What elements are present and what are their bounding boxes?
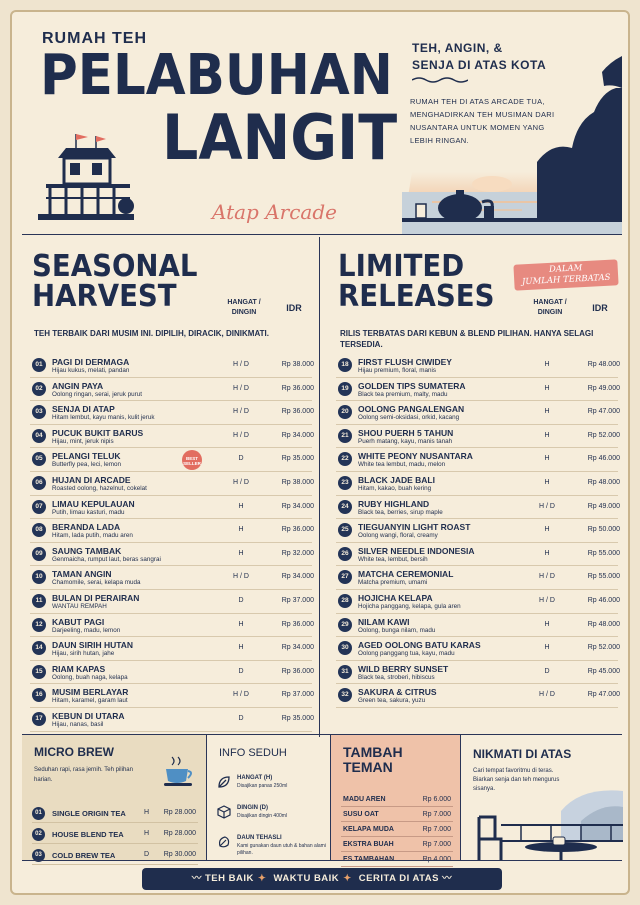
item-name: PUCUK BUKIT BARUS bbox=[52, 427, 144, 438]
item-price: Rp 48.000 bbox=[587, 478, 620, 486]
tambah-teman-panel bbox=[330, 735, 460, 861]
addon-row bbox=[341, 793, 453, 807]
item-desc: Butterfly pea, leci, lemon bbox=[52, 461, 121, 469]
item-name: WHITE PEONY NUSANTARA bbox=[358, 451, 473, 462]
item-price: Rp 34.000 bbox=[281, 502, 314, 510]
item-name: KEBUN DI UTARA bbox=[52, 710, 125, 721]
item-name: BULAN DI PERAIRAN bbox=[52, 592, 140, 603]
micro-title: MICRO BREW bbox=[34, 745, 114, 759]
item-number: 16 bbox=[32, 688, 46, 702]
item-name: HOJICHA KELAPA bbox=[358, 592, 433, 603]
nikmati-panel bbox=[460, 735, 622, 861]
limited-list bbox=[336, 354, 618, 708]
item-desc: Black tea premium, malty, madu bbox=[358, 390, 448, 398]
item-price: Rp 34.000 bbox=[281, 644, 314, 652]
item-name: OOLONG PANGALENGAN bbox=[358, 404, 465, 415]
item-desc: White tea, lembut, bersih bbox=[358, 555, 428, 563]
menu-row bbox=[336, 472, 618, 496]
item-hot-cold: D bbox=[144, 851, 150, 858]
item-desc: Oolong semi-oksidasi, orkid, kacang bbox=[358, 414, 460, 422]
addon-name: MADU AREN bbox=[343, 796, 386, 803]
item-name: GOLDEN TIPS SUMATERA bbox=[358, 380, 466, 391]
item-desc: Hijau, nanas, basil bbox=[52, 720, 104, 728]
item-hot-cold: H bbox=[544, 620, 550, 628]
item-hot-cold: H bbox=[544, 431, 550, 439]
item-number: 02 bbox=[32, 828, 45, 841]
item-name: SILVER NEEDLE INDONESIA bbox=[358, 545, 475, 556]
item-price: Rp 37.000 bbox=[281, 596, 314, 604]
item-number: 03 bbox=[32, 849, 45, 862]
intro-text: RUMAH TEH DI ATAS ARCADE TUA, MENGHADIRKAN TEH MUSIMAN DARI NUSANTARA UNTUK MOMEN YANG LEBIH RINGAN. bbox=[410, 97, 555, 145]
menu-row bbox=[30, 566, 312, 590]
item-price: Rp 47.000 bbox=[587, 691, 620, 699]
item-number: 01 bbox=[32, 358, 46, 372]
menu-row bbox=[336, 614, 618, 638]
item-desc: Matcha premium, umami bbox=[358, 579, 428, 587]
best-seller-badge: BEST SELLER bbox=[182, 450, 202, 470]
item-number: 22 bbox=[338, 452, 352, 466]
item-desc: Darjeeling, madu, lemon bbox=[52, 626, 121, 634]
item-name: WILD BERRY SUNSET bbox=[358, 663, 449, 674]
item-hot-cold: H bbox=[544, 478, 550, 486]
tagline: TEH, ANGIN, & SENJA DI ATAS KOTA bbox=[412, 41, 547, 72]
item-hot-cold: H / D bbox=[539, 573, 555, 581]
item-number: 31 bbox=[338, 665, 352, 679]
item-number: 03 bbox=[32, 405, 46, 419]
item-desc: Hitam, karamel, garam laut bbox=[52, 697, 128, 705]
item-desc: Hijau, sirih hutan, jahe bbox=[52, 650, 115, 658]
menu-row bbox=[30, 614, 312, 638]
addon-row bbox=[341, 823, 453, 837]
item-hot-cold: H / D bbox=[233, 408, 249, 416]
item-name: SENJA DI ATAP bbox=[52, 404, 115, 415]
item-hot-cold: H / D bbox=[539, 691, 555, 699]
item-desc: Genmaicha, rumput laut, beras sangrai bbox=[52, 555, 161, 563]
nikmati-desc: Cari tempat favoritmu di teras. Biarkan senja dan teh mengurus sisanya. bbox=[473, 768, 560, 792]
item-price: Rp 36.000 bbox=[281, 526, 314, 534]
item-desc: White tea lembut, madu, melon bbox=[358, 461, 446, 469]
item-name: LIMAU KEPULAUAN bbox=[52, 498, 135, 509]
item-price: Rp 35.000 bbox=[281, 714, 314, 722]
footer-star-icon: ✦ bbox=[257, 873, 267, 884]
item-name: SAUNG TAMBAK bbox=[52, 545, 122, 556]
item-price: Rp 37.000 bbox=[281, 691, 314, 699]
addon-row bbox=[341, 838, 453, 852]
item-price: Rp 49.000 bbox=[587, 502, 620, 510]
item-desc: Hojicha panggang, kelapa, gula aren bbox=[358, 602, 461, 610]
item-name: BERANDA LADA bbox=[52, 522, 121, 533]
item-name: SINGLE ORIGIN TEA bbox=[52, 809, 126, 818]
menu-row bbox=[336, 448, 618, 472]
item-number: 27 bbox=[338, 570, 352, 584]
micro-desc: Seduhan rapi, rasa jernih. Teh pilihan harian. bbox=[34, 767, 133, 783]
menu-page bbox=[10, 10, 630, 895]
item-desc: Hitam, lada putih, madu aren bbox=[52, 532, 133, 540]
menu-row bbox=[30, 496, 312, 520]
addon-price: Rp 7.000 bbox=[422, 826, 451, 833]
item-price: Rp 52.000 bbox=[587, 431, 620, 439]
menu-row bbox=[30, 354, 312, 378]
addon-row bbox=[341, 808, 453, 822]
item-hot-cold: H bbox=[238, 644, 244, 652]
item-number: 28 bbox=[338, 594, 352, 608]
item-name: FIRST FLUSH CIWIDEY bbox=[358, 357, 452, 367]
item-hot-cold: H bbox=[544, 384, 550, 392]
item-number: 02 bbox=[32, 382, 46, 396]
item-name: BLACK JADE BALI bbox=[358, 474, 435, 485]
item-price: Rp 45.000 bbox=[587, 667, 620, 675]
menu-row bbox=[336, 661, 618, 685]
item-hot-cold: D bbox=[238, 455, 244, 463]
micro-row bbox=[32, 826, 198, 844]
info-title: INFO SEDUH bbox=[219, 747, 287, 759]
item-price: Rp 49.000 bbox=[587, 384, 620, 392]
col-header-hd: HANGAT / DINGIN bbox=[533, 299, 567, 316]
item-hot-cold: D bbox=[544, 667, 550, 675]
menu-row bbox=[336, 519, 618, 543]
limited-title: LIMITED RELEASES bbox=[338, 249, 495, 314]
micro-row bbox=[32, 847, 198, 865]
tea-cup-icon bbox=[162, 755, 196, 789]
addon-name: KELAPA MUDA bbox=[343, 826, 394, 833]
menu-row bbox=[30, 401, 312, 425]
item-desc: Black tea, berries, sirup maple bbox=[358, 508, 443, 516]
item-desc: Black tea, stroberi, hibiscus bbox=[358, 673, 435, 681]
item-name: TIEGUANYIN LIGHT ROAST bbox=[358, 522, 471, 533]
header bbox=[12, 12, 632, 234]
item-price: Rp 34.000 bbox=[281, 431, 314, 439]
menu-row bbox=[336, 590, 618, 614]
item-price: Rp 38.000 bbox=[281, 361, 314, 368]
item-hot-cold: H bbox=[544, 455, 550, 463]
item-price: Rp 55.000 bbox=[587, 573, 620, 581]
menu-row bbox=[30, 708, 312, 732]
item-number: 19 bbox=[338, 382, 352, 396]
item-price: Rp 48.000 bbox=[587, 361, 620, 368]
menu-row bbox=[336, 354, 618, 378]
item-number: 14 bbox=[32, 641, 46, 655]
item-name: PAGI DI DERMAGA bbox=[52, 357, 130, 367]
item-desc: Oolong panggang tua, kayu, madu bbox=[358, 650, 455, 658]
micro-row bbox=[32, 805, 198, 823]
item-name: ANGIN PAYA bbox=[52, 380, 104, 391]
menu-row bbox=[336, 401, 618, 425]
item-name: SHOU PUERH 5 TAHUN bbox=[358, 427, 454, 438]
item-number: 15 bbox=[32, 665, 46, 679]
item-number: 20 bbox=[338, 405, 352, 419]
menu-row bbox=[30, 684, 312, 708]
item-name: HOUSE BLEND TEA bbox=[52, 830, 124, 839]
item-desc: Green tea, sakura, yuzu bbox=[358, 697, 426, 705]
item-hot-cold: H / D bbox=[233, 573, 249, 581]
item-desc: Hijau kukus, melati, pandan bbox=[52, 367, 130, 374]
sunset-harbor-illustration bbox=[372, 52, 622, 234]
terrace-illustration bbox=[461, 781, 623, 861]
item-price: Rp 46.000 bbox=[587, 455, 620, 463]
brand-title-line2: LANGIT bbox=[162, 101, 398, 174]
item-name: SAKURA & CITRUS bbox=[358, 687, 437, 698]
item-hot-cold: H / D bbox=[233, 361, 249, 368]
item-name: TAMAN ANGIN bbox=[52, 569, 112, 580]
item-price: Rp 32.000 bbox=[281, 549, 314, 557]
item-hot-cold: H bbox=[144, 809, 150, 816]
footer-star-icon: ✦ bbox=[343, 873, 352, 884]
addon-price: Rp 7.000 bbox=[422, 841, 451, 848]
item-name: AGED OOLONG BATU KARAS bbox=[358, 640, 481, 651]
item-desc: Hitam, kakao, buah kering bbox=[358, 484, 432, 492]
item-number: 24 bbox=[338, 500, 352, 514]
addon-price: Rp 4.000 bbox=[422, 856, 451, 863]
col-header-hd: HANGAT / DINGIN bbox=[227, 299, 261, 316]
item-hot-cold: H / D bbox=[233, 478, 249, 486]
menu-row bbox=[30, 543, 312, 567]
item-desc: Oolong, buah naga, kelapa bbox=[52, 673, 128, 681]
item-number: 25 bbox=[338, 523, 352, 537]
menu-row bbox=[30, 637, 312, 661]
addon-name: EKSTRA BUAH bbox=[343, 841, 394, 848]
item-hot-cold: H bbox=[238, 502, 244, 510]
item-hot-cold: H / D bbox=[539, 502, 555, 510]
seasonal-desc: TEH TERBAIK DARI MUSIM INI. DIPILIH, DIRACIK, DINIKMATI. bbox=[34, 329, 269, 338]
addon-name: SUSU OAT bbox=[343, 811, 379, 818]
item-price: Rp 35.000 bbox=[281, 455, 314, 463]
addon-price: Rp 6.000 bbox=[422, 796, 451, 803]
menu-row bbox=[336, 684, 618, 708]
menu-row bbox=[336, 566, 618, 590]
item-number: 18 bbox=[338, 358, 352, 372]
item-price: Rp 48.000 bbox=[587, 620, 620, 628]
item-price: Rp 36.000 bbox=[281, 620, 314, 628]
item-number: 32 bbox=[338, 688, 352, 702]
nikmati-title: NIKMATI DI ATAS bbox=[473, 747, 572, 761]
item-name: MATCHA CEREMONIAL bbox=[358, 569, 454, 580]
item-name: RUBY HIGHLAND bbox=[358, 498, 430, 509]
item-desc: Putih, limau kasturi, madu bbox=[52, 508, 125, 516]
info-seduh-panel: INFO SEDUH HANGAT (H) Disajikan panas 250ml DINGIN (D) Disajikan dingin 400ml DAUN TEHASLI Kami gunakan daun utuh & bahan alami pilihan. bbox=[206, 735, 330, 861]
item-price: Rp 36.000 bbox=[281, 408, 314, 416]
item-desc: WANTAU REMPAH bbox=[52, 602, 107, 610]
item-hot-cold: H / D bbox=[233, 691, 249, 699]
item-desc: Hijau premium, floral, manis bbox=[358, 367, 437, 374]
menu-row bbox=[30, 472, 312, 496]
item-hot-cold: H / D bbox=[233, 384, 249, 392]
item-desc: Oolong, bunga nilam, madu bbox=[358, 626, 436, 634]
addon-price: Rp 7.000 bbox=[422, 811, 451, 818]
item-hot-cold: D bbox=[238, 596, 244, 604]
item-number: 17 bbox=[32, 712, 46, 726]
item-hot-cold: H bbox=[238, 549, 244, 557]
col-header-idr: IDR bbox=[592, 303, 608, 313]
item-hot-cold: D bbox=[238, 667, 244, 675]
menu-row bbox=[336, 425, 618, 449]
item-hot-cold: H / D bbox=[233, 431, 249, 439]
item-price: Rp 28.000 bbox=[163, 830, 196, 837]
item-desc: Chamomile, serai, kelapa muda bbox=[52, 579, 141, 587]
item-desc: Hitam lembut, kayu manis, kulit jeruk bbox=[52, 414, 155, 422]
header-divider bbox=[22, 234, 622, 235]
ice-icon bbox=[217, 805, 231, 819]
brand-small: RUMAH TEH bbox=[42, 30, 147, 47]
item-name: KABUT PAGI bbox=[52, 616, 105, 627]
item-price: Rp 47.000 bbox=[587, 408, 620, 416]
item-number: 07 bbox=[32, 500, 46, 514]
tea-leaf-icon bbox=[217, 835, 231, 849]
item-number: 05 bbox=[32, 452, 46, 466]
item-hot-cold: H bbox=[544, 644, 550, 652]
footer-banner: 〰 TEH BAIK ✦ WAKTU BAIK ✦ CERITA DI ATAS 〰 bbox=[142, 868, 502, 890]
footer-wave-icon: 〰 bbox=[191, 873, 205, 884]
menu-row bbox=[30, 661, 312, 685]
bottom-panels bbox=[22, 734, 622, 863]
item-number: 26 bbox=[338, 547, 352, 561]
limited-desc: RILIS TERBATAS DARI KEBUN & BLEND PILIHAN. HANYA SELAGI TERSEDIA. bbox=[340, 329, 594, 349]
item-name: COLD BREW TEA bbox=[52, 851, 116, 860]
item-desc: Roasted oolong, hazelnut, cokelat bbox=[52, 484, 147, 492]
item-number: 30 bbox=[338, 641, 352, 655]
bottom-divider bbox=[22, 860, 622, 861]
addon-name: ES TAMBAHAN bbox=[343, 856, 395, 863]
item-number: 29 bbox=[338, 618, 352, 632]
item-price: Rp 36.000 bbox=[281, 667, 314, 675]
item-desc: Oolong wangi, floral, creamy bbox=[358, 532, 438, 540]
item-number: 10 bbox=[32, 570, 46, 584]
item-hot-cold: H bbox=[544, 526, 550, 534]
menu-row bbox=[336, 637, 618, 661]
item-price: Rp 46.000 bbox=[587, 596, 620, 604]
item-name: RIAM KAPAS bbox=[52, 663, 106, 674]
item-price: Rp 55.000 bbox=[587, 549, 620, 557]
seasonal-list bbox=[30, 354, 312, 732]
item-number: 04 bbox=[32, 429, 46, 443]
item-hot-cold: H bbox=[144, 830, 150, 837]
item-desc: Puerh matang, kayu, manis tanah bbox=[358, 437, 453, 445]
menu-row bbox=[336, 378, 618, 402]
brand-title-line1: PELABUHAN bbox=[40, 43, 393, 108]
col-header-idr: IDR bbox=[286, 303, 302, 313]
item-price: Rp 36.000 bbox=[281, 384, 314, 392]
item-number: 08 bbox=[32, 523, 46, 537]
item-name: MUSIM BERLAYAR bbox=[52, 687, 129, 698]
menu-row bbox=[30, 590, 312, 614]
item-price: Rp 28.000 bbox=[163, 809, 196, 816]
item-price: Rp 52.000 bbox=[587, 644, 620, 652]
item-number: 23 bbox=[338, 476, 352, 490]
item-hot-cold: H bbox=[238, 526, 244, 534]
item-hot-cold: H / D bbox=[539, 596, 555, 604]
menu-row bbox=[30, 378, 312, 402]
item-number: 11 bbox=[32, 594, 46, 608]
item-name: PELANGI TELUK bbox=[52, 451, 121, 462]
item-name: NILAM KAWI bbox=[358, 616, 410, 627]
seasonal-title: SEASONAL HARVEST bbox=[32, 249, 198, 314]
item-price: Rp 38.000 bbox=[281, 478, 314, 486]
footer-wave-icon: 〰 bbox=[442, 873, 453, 884]
item-desc: Hijau, mint, jeruk nipis bbox=[52, 437, 114, 445]
item-hot-cold: H bbox=[544, 408, 550, 416]
item-number: 09 bbox=[32, 547, 46, 561]
menu-row bbox=[30, 519, 312, 543]
item-name: HUJAN DI ARCADE bbox=[52, 474, 131, 485]
item-price: Rp 50.000 bbox=[587, 526, 620, 534]
item-number: 01 bbox=[32, 807, 45, 820]
item-price: Rp 30.000 bbox=[163, 851, 196, 858]
item-hot-cold: D bbox=[238, 714, 244, 722]
column-divider bbox=[319, 237, 320, 737]
brand-script: Atap Arcade bbox=[212, 200, 337, 224]
item-number: 12 bbox=[32, 618, 46, 632]
menu-row bbox=[336, 543, 618, 567]
limited-badge: DALAM JUMLAH TERBATAS bbox=[513, 259, 618, 290]
lighthouse-tower-icon bbox=[36, 130, 136, 222]
item-desc: Oolong ringan, serai, jeruk purut bbox=[52, 390, 142, 398]
tambah-title: TAMBAH TEMAN bbox=[343, 744, 403, 775]
menu-row bbox=[30, 448, 312, 472]
item-hot-cold: H bbox=[238, 620, 244, 628]
item-hot-cold: H bbox=[544, 361, 550, 368]
item-number: 21 bbox=[338, 429, 352, 443]
micro-brew-panel bbox=[22, 735, 206, 861]
menu-row bbox=[30, 425, 312, 449]
item-name: DAUN SIRIH HUTAN bbox=[52, 640, 134, 651]
item-price: Rp 34.000 bbox=[281, 573, 314, 581]
leaf-icon bbox=[217, 775, 231, 789]
item-number: 06 bbox=[32, 476, 46, 490]
item-hot-cold: H bbox=[544, 549, 550, 557]
menu-row bbox=[336, 496, 618, 520]
